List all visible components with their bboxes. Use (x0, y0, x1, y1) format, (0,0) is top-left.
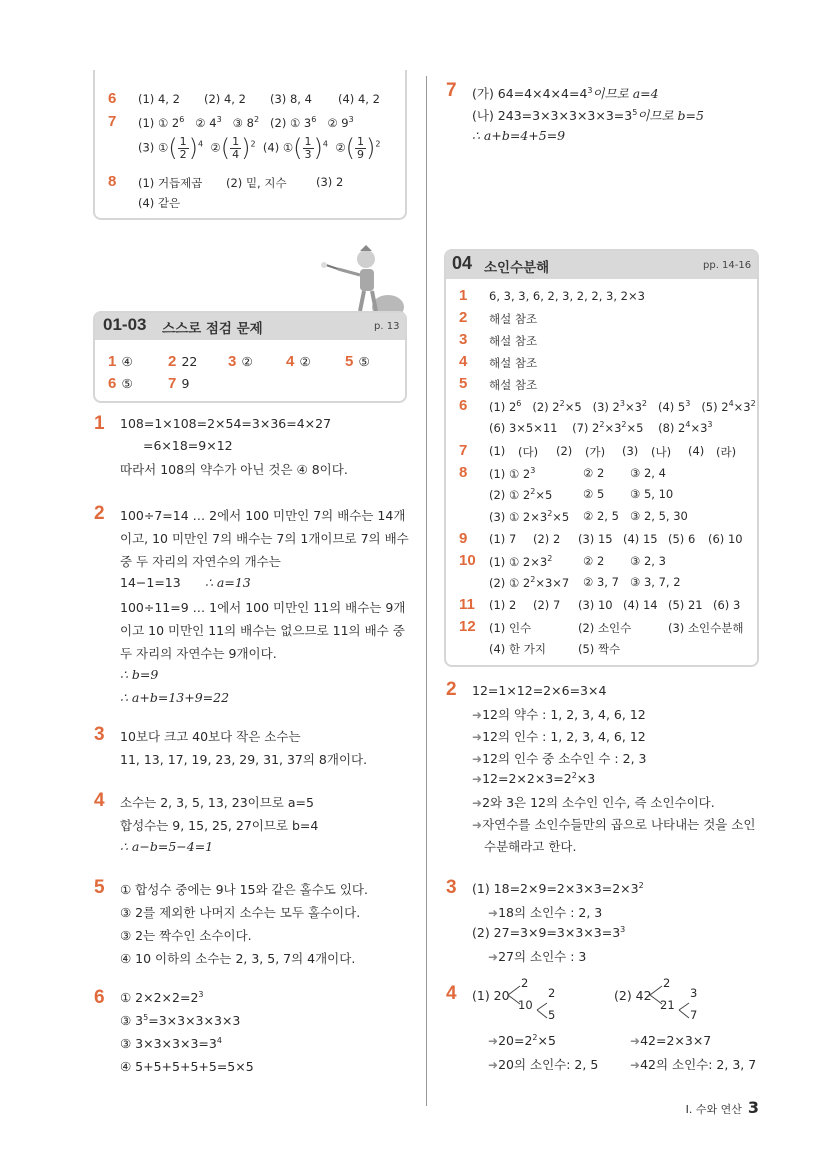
q6-c: (3) 8, 4 (270, 92, 312, 106)
s04-row8-a2: ② 2 (583, 466, 605, 480)
tree2-t4: 7 (690, 1008, 698, 1022)
arrow-icon: ➜ (472, 818, 483, 832)
arrow-icon: ➜ (472, 772, 483, 787)
q6-a: (1) 4, 2 (138, 92, 180, 106)
q6-d: (4) 4, 2 (338, 92, 380, 106)
tree1-result2: ➜20의 소인수: 2, 5 (488, 1057, 599, 1072)
q7-line2: (3) ①( $\frac{1}{2}$ )$^4$ ②( $\frac{1}{4}$ )$^2$ (4) ①( $\frac{1}{3}$ )$^4$ ②( $\frac{1}{9}$ )$^2$ (138, 134, 381, 162)
check-answer-3: 3 ② (228, 353, 253, 370)
s04-row9-2: (2) 2 (533, 532, 561, 546)
sol6-line3: ③ $3\times 3\times 3\times 3=3^4$ (120, 1036, 222, 1052)
q8-c: (3) 2 (316, 175, 344, 189)
column-divider (426, 76, 427, 1106)
s04-row7-num: 7 (459, 442, 468, 459)
tree2-result1: ➜42=2×3×7 (630, 1033, 712, 1048)
s04-row2-num: 2 (459, 309, 468, 326)
sol2-line6: 이고 10 미만인 11의 배수는 없으므로 11의 배수 중 (120, 623, 405, 638)
s04-row7-5: (3) (622, 444, 639, 458)
rsol3-line4: ➜27의 소인수 : 3 (488, 949, 587, 964)
s04-row11-6: (6) 3 (713, 598, 741, 612)
tree1-branches (506, 984, 566, 1030)
section04-title: 소인수분해 (484, 260, 550, 276)
sol6-line4: ④ 5+5+5+5+5=5×5 (120, 1059, 254, 1074)
page-footer (686, 1098, 759, 1117)
tree2-root: (2) 42 (614, 988, 652, 1003)
s04-row8-b1: (2) ① $2^2\times 5$ (489, 487, 553, 502)
arrow-icon: ➜ (630, 1058, 641, 1072)
s04-row12-d: (4) 한 가지 (489, 642, 546, 656)
arrow-icon: ➜ (488, 906, 499, 920)
s04-row10-a3: ③ 2, 3 (630, 554, 666, 568)
s04-row6-line1: (1) $2^6$ (2) $2^2\times 5$ (3) $2^3\times 3^2$ (4) $5^3$ (5) $2^4\times 3^2$ (489, 399, 756, 414)
rq7-line3: ∴ a+b=4+5=9 (472, 128, 566, 143)
rsol2-line1: 12=1×12=2×6=3×4 (472, 683, 607, 698)
s04-row9-num: 9 (459, 530, 468, 547)
s04-row5-text: 해설 참조 (489, 378, 538, 392)
sol2-number: 2 (94, 503, 105, 524)
arrow-icon: ➜ (472, 752, 483, 766)
s04-row8-a3: ③ 2, 4 (630, 466, 666, 480)
s04-row10-a2: ② 2 (583, 554, 605, 568)
sol5-number: 5 (94, 877, 105, 898)
s04-row7-6: (나) (651, 445, 672, 459)
rq7-number: 7 (446, 80, 457, 101)
s04-row12-a: (1) 인수 (489, 621, 532, 635)
arrow-icon: ➜ (488, 1034, 499, 1049)
tree2-result2: ➜42의 소인수: 2, 3, 7 (630, 1057, 757, 1072)
s04-row9-4: (4) 15 (623, 532, 658, 546)
arrow-icon: ➜ (472, 708, 483, 722)
tree1-t1: 2 (521, 976, 529, 990)
s04-row9-6: (6) 10 (708, 532, 743, 546)
s04-row9-1: (1) 7 (489, 532, 517, 546)
sol4-number: 4 (94, 790, 105, 811)
rsol2-line5: $➜12=2\times 2\times 3=2^2\times 3$ (472, 771, 596, 787)
sol6-line2: ③ $3^5=3\times 3\times 3\times 3\times 3$ (120, 1013, 241, 1029)
sol2-line2: 이고, 10 미만인 7의 배수는 7의 1개이므로 7의 배수 (120, 531, 409, 546)
q8-b: (2) 밑, 지수 (226, 176, 287, 190)
check-answer-5: 5 ⑤ (345, 353, 370, 370)
tree2-t1: 2 (663, 976, 671, 990)
s04-row1-text: 6, 3, 3, 6, 2, 3, 2, 2, 3, 2×3 (489, 289, 645, 303)
s04-row4-text: 해설 참조 (489, 356, 538, 370)
sol1-number: 1 (94, 413, 105, 434)
check-box-code: 01-03 (103, 315, 147, 334)
tree2-t3: 3 (690, 986, 698, 1000)
sol1-line2: =6×18=9×12 (143, 438, 233, 453)
arrow-icon: ➜ (488, 1058, 499, 1072)
s04-row11-2: (2) 7 (533, 598, 561, 612)
s04-row6-num: 6 (459, 397, 468, 414)
s04-row3-text: 해설 참조 (489, 334, 538, 348)
tree1-result1: $➜20=2^2\times 5$ (488, 1033, 556, 1049)
s04-row8-b3: ③ 5, 10 (630, 487, 674, 501)
s04-row7-1: (1) (489, 444, 506, 458)
s04-row10-b3: ③ 3, 7, 2 (630, 575, 681, 589)
rsol3-number: 3 (446, 877, 457, 898)
tree2-t2: 21 (660, 998, 675, 1012)
rq7-line1: (가) $64=4\times 4\times 4=4^3$이므로 a=4 (472, 85, 659, 101)
s04-row7-2: (다) (518, 445, 539, 459)
s04-row2-text: 해설 참조 (489, 312, 538, 326)
tree1-t2: 10 (518, 998, 533, 1012)
s04-row8-b2: ② 5 (583, 487, 605, 501)
tree1-root: (1) 20 (472, 988, 510, 1003)
sol5-line4: ④ 10 이하의 소수는 2, 3, 5, 7의 4개이다. (120, 951, 356, 966)
sol2-line8: ∴ b=9 (120, 667, 159, 682)
tree1-t3: 2 (548, 986, 556, 1000)
sol6-number: 6 (94, 987, 105, 1008)
q6-b: (2) 4, 2 (204, 92, 246, 106)
rsol4-number: 4 (446, 983, 457, 1004)
s04-row9-5: (5) 6 (668, 532, 696, 546)
s04-row10-b2: ② 3, 7 (583, 575, 619, 589)
check-answer-2: 2 22 (168, 353, 198, 370)
s04-row11-4: (4) 14 (623, 598, 658, 612)
q8-number: 8 (108, 173, 117, 190)
s04-row1-num: 1 (459, 287, 468, 304)
rq7-line2: (나) $243=3\times 3\times 3\times 3\times 3=3^5$이므로 b=5 (472, 107, 704, 123)
s04-row7-3: (2) (556, 444, 573, 458)
sol4-line1: 소수는 2, 3, 5, 13, 23이므로 a=5 (120, 795, 314, 810)
rsol3-line3: (2) $27=3\times 9=3\times 3\times 3=3^3$ (472, 925, 626, 941)
sol2-line3: 중 두 자리의 자연수의 개수는 (120, 554, 281, 569)
sol5-line3: ③ 2는 짝수인 소수이다. (120, 928, 252, 943)
sol2-line4: 14−1=13 (120, 575, 181, 590)
sol6-line1: ① $2\times 2\times 2=2^3$ (120, 990, 204, 1006)
s04-row8-c2: ② 2, 5 (583, 509, 619, 523)
sol2-line4-result: ∴ a=13 (205, 575, 251, 590)
sol1-line1: 108=1×108=2×54=3×36=4×27 (120, 416, 332, 431)
sol2-line9: ∴ a+b=13+9=22 (120, 690, 230, 705)
sol2-line7: 두 자리의 자연수는 9개이다. (120, 646, 277, 661)
check-answer-6: 6 ⑤ (108, 375, 133, 392)
rsol2-line8: 수분해라고 한다. (484, 839, 577, 854)
sol4-line2: 합성수는 9, 15, 25, 27이므로 b=4 (120, 818, 319, 833)
s04-row8-c3: ③ 2, 5, 30 (630, 509, 688, 523)
s04-row3-num: 3 (459, 331, 468, 348)
q6-number: 6 (108, 90, 117, 107)
q8-a: (1) 거듭제곱 (138, 176, 203, 190)
s04-row12-c: (3) 소인수분해 (668, 621, 744, 635)
s04-row7-4: (가) (585, 445, 606, 459)
sol4-line3: ∴ a−b=5−4=1 (120, 839, 214, 854)
footer-chapter: I. 수와 연산 (685, 1103, 742, 1116)
rsol2-number: 2 (446, 679, 457, 700)
arrow-icon: ➜ (472, 730, 483, 744)
sol5-line2: ③ 2를 제외한 나머지 소수는 모두 홀수이다. (120, 905, 361, 920)
s04-row5-num: 5 (459, 375, 468, 392)
sol3-line1: 10보다 크고 40보다 작은 소수는 (120, 729, 301, 744)
check-box-title: 스스로 점검 문제 (162, 321, 263, 337)
s04-row11-5: (5) 21 (668, 598, 703, 612)
character-illustration (318, 245, 410, 320)
s04-row6-line2: (6) 3×5×11 (7) $2^2\times 3^2\times 5$ (8) $2^4\times 3^3$ (489, 420, 713, 435)
s04-row10-b1: (2) ① $2^2\times 3\times 7$ (489, 575, 570, 590)
sol1-line3: 따라서 108의 약수가 아닌 것은 ④ 8이다. (120, 462, 348, 477)
check-answer-4: 4 ② (286, 353, 311, 370)
arrow-icon: ➜ (472, 796, 483, 810)
section04-code: 04 (452, 253, 473, 273)
sol3-line2: 11, 13, 17, 19, 23, 29, 31, 37의 8개이다. (120, 752, 368, 767)
rsol2-line7: ➜자연수를 소인수들만의 곱으로 나타내는 것을 소인 (472, 817, 756, 832)
check-box-page: p. 13 (374, 321, 400, 332)
s04-row12-e: (5) 짝수 (578, 642, 621, 656)
rsol3-line2: ➜18의 소인수 : 2, 3 (488, 905, 603, 920)
rsol2-line3: ➜12의 인수 : 1, 2, 3, 4, 6, 12 (472, 729, 646, 744)
sol5-line1: ① 합성수 중에는 9나 15와 같은 홀수도 있다. (120, 882, 368, 897)
footer-page-number: 3 (747, 1098, 759, 1117)
tree2-branches (648, 984, 708, 1030)
rsol2-line2: ➜12의 약수 : 1, 2, 3, 4, 6, 12 (472, 707, 646, 722)
s04-row4-num: 4 (459, 353, 468, 370)
s04-row8-c1: (3) ① $2\times 3^2\times 5$ (489, 509, 570, 524)
s04-row9-3: (3) 15 (578, 532, 613, 546)
s04-row11-num: 11 (459, 596, 475, 613)
sol2-line1: 100÷7=14 … 2에서 100 미만인 7의 배수는 14개 (120, 508, 406, 523)
check-answer-1: 1 ④ (108, 353, 133, 370)
s04-row12-b: (2) 소인수 (578, 621, 632, 635)
q8-d: (4) 같은 (138, 196, 181, 210)
s04-row7-8: (라) (716, 445, 737, 459)
sol2-line5: 100÷11=9 … 1에서 100 미만인 11의 배수는 9개 (120, 600, 406, 615)
s04-row12-num: 12 (459, 618, 476, 635)
s04-row7-7: (4) (688, 444, 705, 458)
arrow-icon: ➜ (630, 1034, 641, 1048)
s04-row10-num: 10 (459, 552, 476, 569)
section04-page: pp. 14-16 (703, 260, 752, 271)
s04-row11-1: (1) 2 (489, 598, 517, 612)
s04-row10-a1: (1) ① $2\times 3^2$ (489, 554, 553, 569)
s04-row8-num: 8 (459, 464, 468, 481)
rsol2-line4: ➜12의 인수 중 소수인 수 : 2, 3 (472, 751, 647, 766)
arrow-icon: ➜ (488, 950, 499, 964)
q7-line1: (1) ① $2^6$ ② $4^3$ ③ $8^2$ (2) ① $3^6$ ② $9^3$ (138, 115, 354, 130)
s04-row11-3: (3) 10 (578, 598, 613, 612)
rsol2-line6: ➜2와 3은 12의 소수인 인수, 즉 소인수이다. (472, 795, 715, 810)
q7-number: 7 (108, 113, 117, 130)
rsol3-line1: (1) $18=2\times 9=2\times 3\times 3=2\times 3^2$ (472, 881, 644, 897)
s04-row8-a1: (1) ① $2^3$ (489, 466, 536, 481)
tree1-t4: 5 (548, 1008, 556, 1022)
check-answer-7: 7 9 (168, 375, 190, 392)
sol3-number: 3 (94, 724, 105, 745)
